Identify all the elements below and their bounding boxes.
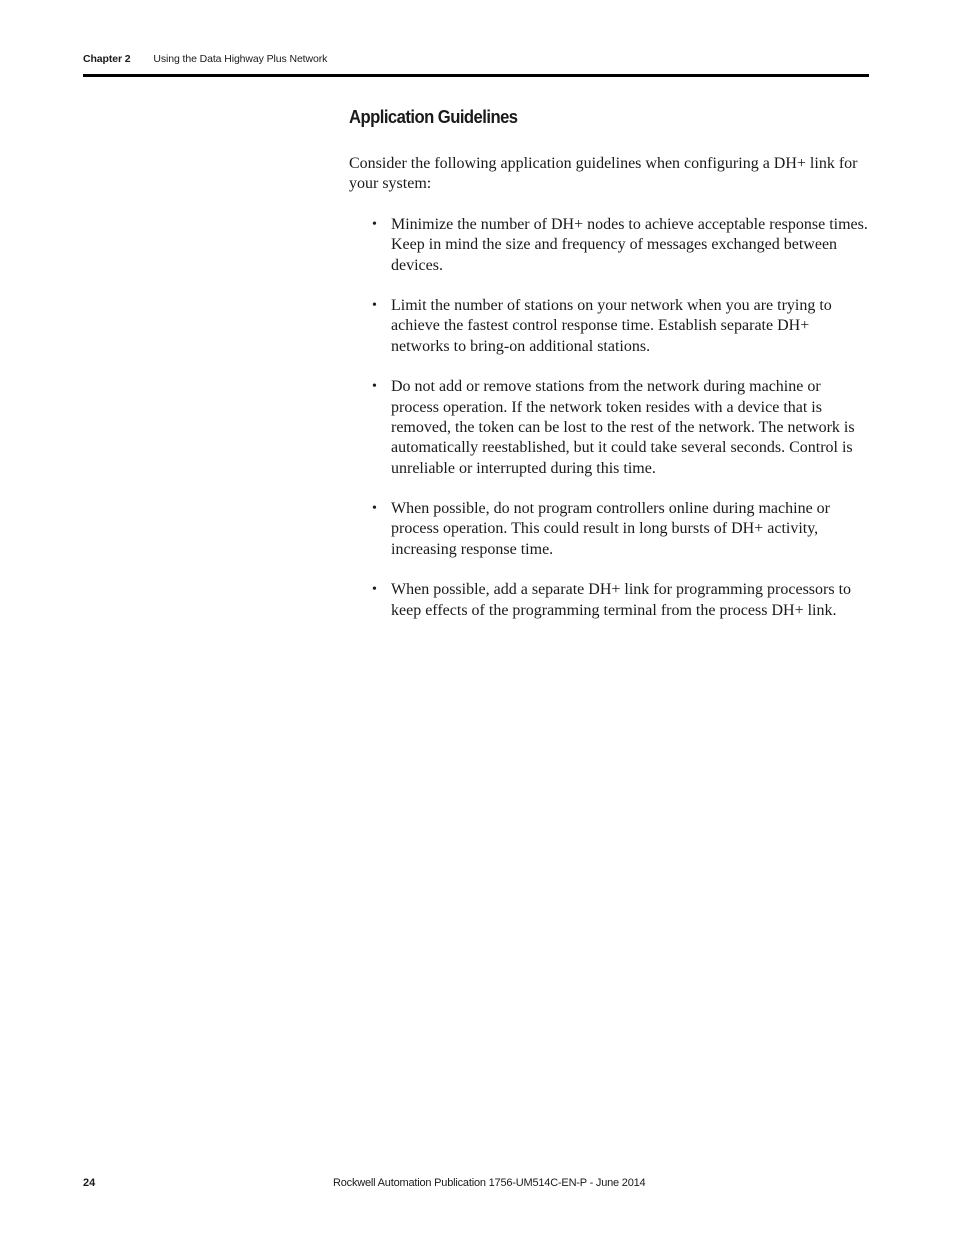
guidelines-list xyxy=(349,215,869,641)
bullet-marker: • xyxy=(372,582,377,598)
list-item-text: When possible, do not program controllers online during machine or process operation. This could result in long bursts of DH+ activity, increasing response time. xyxy=(391,500,831,558)
list-item xyxy=(349,296,869,357)
list-item-text: Minimize the number of DH+ nodes to achieve acceptable response times. Keep in mind the size and frequency of messages exchanged between devices. xyxy=(391,216,868,274)
bullet-marker: • xyxy=(372,298,377,314)
intro-paragraph: Consider the following application guidelines when configuring a DH+ link for your system: xyxy=(349,155,858,193)
list-item xyxy=(349,499,869,560)
chapter-title: Using the Data Highway Plus Network xyxy=(153,53,328,65)
list-item xyxy=(349,377,869,478)
bullet-marker: • xyxy=(372,217,377,232)
list-item xyxy=(349,580,869,621)
page-number: 24 xyxy=(83,1177,96,1189)
section-title: Application Guidelines xyxy=(349,106,518,127)
list-item-text: When possible, add a separate DH+ link for programming processors to keep effects of the programming terminal from the process DH+ link. xyxy=(391,581,852,619)
list-item xyxy=(349,215,869,276)
publication-info: Rockwell Automation Publication 1756-UM514C-EN-P - June 2014 xyxy=(333,1177,646,1189)
header-rule xyxy=(83,74,869,77)
chapter-label: Chapter 2 xyxy=(83,53,131,65)
list-item-text: Limit the number of stations on your network when you are trying to achieve the fastest control response time. Establish separate DH+ networks to bring-on additional stations. xyxy=(391,297,832,355)
running-header xyxy=(83,53,327,65)
bullet-marker: • xyxy=(372,501,377,517)
bullet-marker: • xyxy=(372,379,377,395)
list-item-text: Do not add or remove stations from the network during machine or process operation. If the network token resides with a device that is removed, the token can be lost to the rest of the network. The network is automatically reestablished, but it could take several seconds. Control is unreliable or interrupted during this time. xyxy=(391,378,855,477)
